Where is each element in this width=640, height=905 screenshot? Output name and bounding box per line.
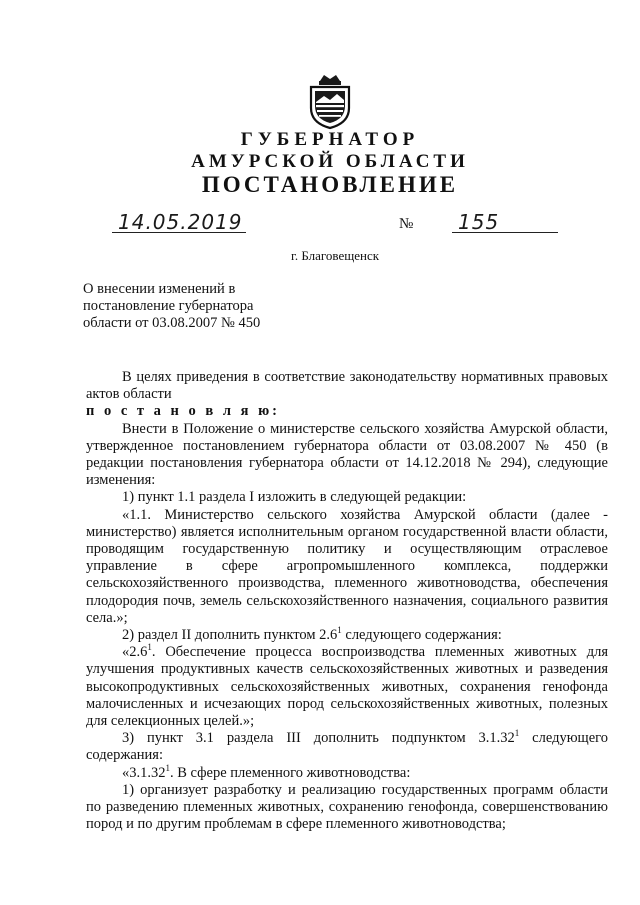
number-sign: № [399,216,414,232]
paragraph: 1) пункт 1.1 раздела I изложить в следующей редакции: [122,489,467,506]
document-date: 14.05.2019 [118,210,243,234]
paragraph [86,730,608,764]
text-span: . В сфере племенного животноводства: [170,764,411,781]
text-span: 3) пункт 3.1 раздела III дополнить подпунктом 3.1.32 [122,730,515,747]
city-label: г. Благовещенск [290,248,380,263]
header-title-region: АМУРСКОЙ ОБЛАСТИ [191,151,469,172]
superscript: 1 [337,625,342,636]
date-underline [112,232,246,233]
paragraph [86,762,608,782]
superscript: 1 [147,642,152,653]
decree-word: п о с т а н о в л я ю: [86,403,280,420]
text-span: следующего содержания: [86,730,608,764]
document-subject [83,281,260,332]
text-span: «2.6 [122,644,148,661]
paragraph [86,644,608,730]
paragraph: «1.1. Министерство сельского хозяйства Амурской области (далее - министерство) является исполнительным органом государственной власти области, проводящим государственную политику и осуществляющим отраслевое управление в сфере агропромышленного комплекса, поддержки сельскохозяйственного производства, племенного животноводства, обеспечения плодородия почв, земель сельскохозяйственного назначения, социального развития села.»; [86,506,608,626]
subject-line: области от 03.08.2007 № 450 [83,315,261,331]
superscript: 1 [165,762,170,773]
coat-of-arms-icon [306,72,354,130]
document-type: ПОСТАНОВЛЕНИЕ [201,172,459,197]
intro-paragraph: В целях приведения в соответствие законодательству нормативных правовых актов области [86,369,608,403]
subject-line: О внесении изменений в [83,281,236,297]
document-number: 155 [458,210,500,234]
text-span: . Обеспечение процесса воспроизводства племенных животных для улучшения продуктивных качеств сельскохозяйственных животных и разведения высокопродуктивных сельскохозяйственных животных, сохранения генофонда малочисленных и исчезающих пород сельскохозяйственных животных, полезных для селекционных целей.»; [86,644,608,730]
paragraph: 1) организует разработку и реализацию государственных программ области по разведению племенных животных, сохранению генофонда, совершенствованию пород и по другим проблемам в сфере племенного животноводства; [86,781,608,833]
header-title-governor: ГУБЕРНАТОР [240,129,420,150]
number-underline [452,232,558,233]
text-span: 2) раздел II дополнить пунктом 2.6 [122,627,338,644]
text-span: «3.1.32 [122,764,166,781]
subject-line: постановление губернатора [83,298,254,314]
superscript: 1 [514,728,520,739]
paragraph: Внести в Положение о министерстве сельского хозяйства Амурской области, утвержденное постановлением губернатора области от 03.08.2007 № 450 (в редакции постановления губернатора области от 14.12.2018 № 294), следующие изменения: [86,420,608,489]
text-span: следующего содержания: [341,627,502,644]
paragraph [86,627,608,644]
document-body [86,369,608,833]
